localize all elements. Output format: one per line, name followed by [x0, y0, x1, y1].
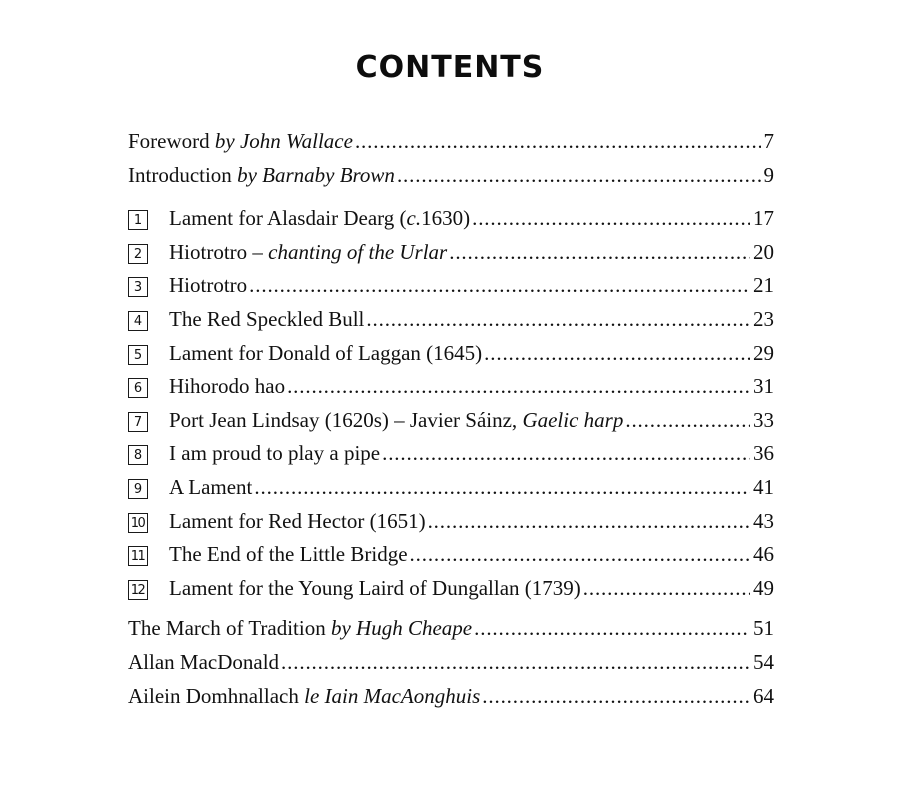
- page-number: 29: [753, 340, 774, 365]
- dot-leader: [366, 303, 750, 337]
- entry-byline: by John Wallace: [214, 129, 353, 153]
- dot-leader: [449, 236, 750, 270]
- entry-title: The End of the Little Bridge: [169, 542, 408, 567]
- toc-entry-track-6[interactable]: [128, 370, 774, 404]
- dot-leader: [397, 159, 761, 193]
- toc-entry-allan-macdonald[interactable]: [128, 646, 774, 680]
- toc-entry-track-7[interactable]: [128, 404, 774, 438]
- track-number-box: 9: [128, 479, 148, 499]
- page-number: 46: [753, 542, 774, 567]
- toc-entry-track-1[interactable]: [128, 202, 774, 236]
- entry-title: Lament for the Young Laird of Dungallan (1739): [169, 575, 581, 600]
- toc-entry-track-8[interactable]: [128, 437, 774, 471]
- page-number: 41: [753, 474, 774, 499]
- entry-title: Lament for Donald of Laggan (1645): [169, 340, 483, 365]
- entry-title: Hihorodo hao: [169, 374, 286, 399]
- dot-leader: [287, 370, 750, 404]
- page-number: 51: [753, 616, 774, 641]
- dot-leader: [281, 646, 750, 680]
- dot-leader: [254, 471, 750, 505]
- page-number: 36: [753, 441, 774, 466]
- entry-title: A Lament: [169, 474, 253, 499]
- entry-title: Ailein Domhnallach: [128, 683, 299, 708]
- toc-entry-foreword[interactable]: [128, 125, 774, 159]
- toc-entry-track-2[interactable]: [128, 236, 774, 270]
- track-number-box: 1: [128, 210, 148, 230]
- entry-title: Port Jean Lindsay (1620s) – Javier Sáinz, Gaelic harp: [169, 407, 624, 432]
- track-number-box: 5: [128, 345, 148, 365]
- contents-heading: CONTENTS: [355, 50, 545, 85]
- track-number-box: 6: [128, 378, 148, 398]
- dot-leader: [382, 437, 750, 471]
- page-number: 49: [753, 575, 774, 600]
- dot-leader: [249, 269, 750, 303]
- dot-leader: [484, 337, 750, 371]
- dot-leader: [583, 572, 750, 606]
- track-number-box: 12: [128, 580, 148, 600]
- dot-leader: [355, 125, 761, 159]
- entry-title: Hiotrotro: [169, 273, 248, 298]
- entry-title: The March of Tradition: [128, 616, 326, 641]
- page-number: 7: [763, 129, 774, 153]
- page-number: 9: [763, 162, 774, 187]
- table-of-contents: [128, 125, 774, 713]
- track-number-box: 3: [128, 277, 148, 297]
- dot-leader: [482, 680, 750, 714]
- track-number-box: 8: [128, 445, 148, 465]
- entry-title: I am proud to play a pipe: [169, 441, 381, 466]
- track-number-box: 10: [128, 513, 148, 533]
- toc-entry-track-9[interactable]: [128, 471, 774, 505]
- toc-entry-track-11[interactable]: [128, 538, 774, 572]
- entry-byline: by Barnaby Brown: [237, 162, 395, 187]
- entry-title: Introduction: [128, 162, 232, 187]
- entry-title: Lament for Red Hector (1651): [169, 508, 426, 533]
- dot-leader: [472, 202, 750, 236]
- track-number-box: 7: [128, 412, 148, 432]
- page-number: 20: [753, 239, 774, 264]
- page-number: 54: [753, 649, 774, 674]
- entry-byline: by Hugh Cheape: [330, 616, 473, 641]
- page-number: 23: [753, 306, 774, 331]
- toc-entry-ailein-domhnallach[interactable]: [128, 680, 774, 714]
- toc-entry-introduction[interactable]: [128, 159, 774, 193]
- entry-title: Hiotrotro – chanting of the Urlar: [169, 239, 448, 264]
- page-number: 31: [753, 374, 774, 399]
- entry-title: Allan MacDonald: [128, 649, 280, 674]
- toc-entry-track-12[interactable]: [128, 572, 774, 606]
- entry-byline: le Iain MacAonghuis: [304, 683, 481, 708]
- entry-title: Lament for Alasdair Dearg (c.1630): [169, 206, 471, 231]
- toc-entry-track-10[interactable]: [128, 505, 774, 539]
- dot-leader: [474, 612, 750, 646]
- track-number-box: 11: [128, 546, 148, 566]
- toc-entry-track-5[interactable]: [128, 337, 774, 371]
- entry-title: Foreword: [128, 129, 210, 153]
- dot-leader: [625, 404, 750, 438]
- entry-title: The Red Speckled Bull: [169, 306, 365, 331]
- toc-entry-track-3[interactable]: [128, 269, 774, 303]
- dot-leader: [410, 538, 750, 572]
- page-number: 64: [753, 683, 774, 708]
- page-number: 17: [753, 206, 774, 231]
- page-number: 21: [753, 273, 774, 298]
- toc-entry-march-of-tradition[interactable]: [128, 612, 774, 646]
- track-number-box: 2: [128, 244, 148, 264]
- track-number-box: 4: [128, 311, 148, 331]
- toc-entry-track-4[interactable]: [128, 303, 774, 337]
- page-number: 43: [753, 508, 774, 533]
- page-number: 33: [753, 407, 774, 432]
- dot-leader: [428, 505, 750, 539]
